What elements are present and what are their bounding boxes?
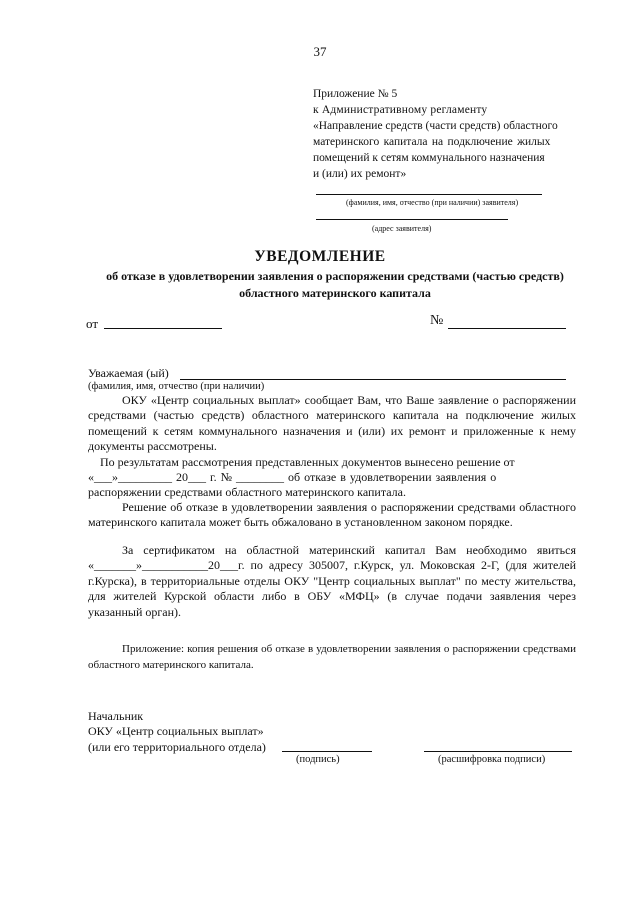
paragraph-decision-line2: «___»_________ 20___ г. № ________ об отказе в удовлетворении заявления о: [88, 470, 497, 484]
greeting: Уважаемая (ый): [88, 366, 169, 380]
appendix-line: «Направление средств (части средств) областного: [313, 120, 558, 132]
paragraph-notice: ОКУ «Центр социальных выплат» сообщает Вам, что Ваше заявление о распоряжении средствами (частью средств) областного материнского капитала на подключение жилых помещений к сетям коммунального назначения и (или) их ремонт и приложенные к нему документы рассмотрены.: [88, 393, 576, 454]
appendix-line: к Административному регламенту: [313, 104, 488, 116]
applicant-address-line[interactable]: [316, 219, 508, 220]
signatory-title: Начальник: [88, 709, 144, 723]
attachment-note: Приложение: копия решения об отказе в удовлетворении заявления о распоряжении средствами областного материнского капитала.: [88, 643, 576, 671]
page-number: 37: [313, 44, 327, 59]
applicant-address-caption: (адрес заявителя): [372, 224, 432, 233]
paragraph-certificate: За сертификатом на областной материнский капитал Вам необходимо явиться «_______»___________20___г. по адресу 305007, г.Курск, ул. Моковская 2-Г, (для жителей г.Курска), в территориальные отделы ОКУ "Центр социальных выплат" по месту жительства, для жителей Курской области либо в ОБУ «МФЦ» (в случае подачи заявления через указанный орган).: [88, 543, 576, 619]
appendix-line: Приложение № 5: [313, 88, 398, 100]
greeting-caption: (фамилия, имя, отчество (при наличии): [88, 381, 265, 392]
appendix-line: помещений к сетям коммунального назначения: [313, 152, 545, 164]
number-label: №: [430, 313, 444, 328]
from-label: от: [86, 316, 99, 331]
signature-line[interactable]: [282, 751, 372, 752]
date-field-line[interactable]: [104, 328, 222, 329]
signature-caption: (подпись): [296, 754, 340, 765]
paragraph-appeal: Решение об отказе в удовлетворении заявления о распоряжении средствами областного материнского капитала может быть обжаловано в установленном законом порядке.: [88, 500, 576, 530]
signatory-organization: ОКУ «Центр социальных выплат»: [88, 724, 264, 738]
recipient-name-line[interactable]: [180, 379, 566, 380]
appendix-line: материнского капитала на подключение жилых: [313, 136, 551, 148]
paragraph-decision-line3: распоряжении средствами областного материнского капитала.: [88, 485, 406, 499]
number-field-line[interactable]: [448, 328, 566, 329]
transcript-caption: (расшифровка подписи): [438, 754, 546, 765]
transcript-line[interactable]: [424, 751, 572, 752]
appendix-header: [313, 86, 575, 182]
applicant-name-caption: (фамилия, имя, отчество (при наличии) заявителя): [346, 198, 519, 207]
paragraph-decision-line1: По результатам рассмотрения представленных документов вынесено решение от: [100, 455, 515, 469]
applicant-name-line[interactable]: [316, 194, 542, 195]
appendix-line: и (или) их ремонт»: [313, 168, 407, 180]
document-title: УВЕДОМЛЕНИЕ: [254, 248, 386, 265]
signatory-department: (или его территориального отдела): [88, 740, 266, 754]
document-subtitle: об отказе в удовлетворении заявления о распоряжении средствами (частью средств) областного материнского капитала: [106, 269, 564, 300]
